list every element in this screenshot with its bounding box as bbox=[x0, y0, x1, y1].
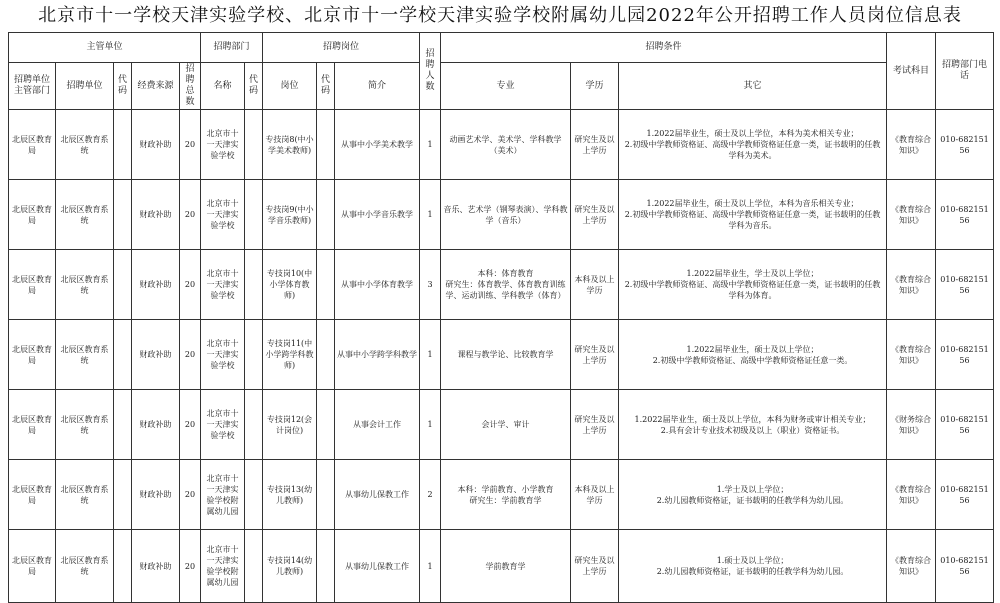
cell-authority: 北辰区教育局 bbox=[9, 180, 56, 250]
cell-other: 1.2022届毕业生，硕士及以上学位，本科为财务或审计相关专业； 2.具有会计专业技术初级及以上（职业）资格证书。 bbox=[619, 390, 887, 460]
header-major: 专业 bbox=[441, 63, 571, 110]
cell-dept-phone: 010-68215156 bbox=[936, 180, 994, 250]
cell-dept-name: 北京市十一天津实验学校 bbox=[201, 390, 245, 460]
cell-dept-phone: 010-68215156 bbox=[936, 250, 994, 320]
cell-hire-count: 1 bbox=[420, 110, 441, 180]
cell-recruit-unit: 北辰区教育系统 bbox=[56, 180, 114, 250]
cell-education: 研究生及以上学历 bbox=[571, 180, 619, 250]
cell-authority: 北辰区教育局 bbox=[9, 250, 56, 320]
cell-code-1 bbox=[114, 180, 132, 250]
cell-post: 专技岗8(中小学美术教师) bbox=[263, 110, 317, 180]
cell-total: 20 bbox=[180, 110, 201, 180]
table-row bbox=[9, 110, 994, 180]
header-dept-group: 招聘部门 bbox=[201, 33, 263, 63]
cell-total: 20 bbox=[180, 180, 201, 250]
cell-education: 研究生及以上学历 bbox=[571, 110, 619, 180]
cell-exam-subject: 《教育综合知识》 bbox=[887, 250, 936, 320]
cell-code-2 bbox=[245, 320, 263, 390]
cell-major: 课程与教学论、比较教育学 bbox=[441, 320, 571, 390]
cell-code-3 bbox=[317, 390, 335, 460]
cell-fund-source: 财政补助 bbox=[132, 110, 180, 180]
header-education: 学历 bbox=[571, 63, 619, 110]
cell-dept-phone: 010-68215156 bbox=[936, 460, 994, 530]
header-exam-subject: 考试科目 bbox=[887, 33, 936, 110]
cell-hire-count: 2 bbox=[420, 460, 441, 530]
cell-hire-count: 3 bbox=[420, 250, 441, 320]
cell-fund-source: 财政补助 bbox=[132, 530, 180, 603]
cell-intro: 从事中小学跨学科教学 bbox=[335, 320, 420, 390]
cell-other: 1.硕士及以上学位； 2.幼儿园教师资格证，证书载明的任教学科为幼儿园。 bbox=[619, 530, 887, 603]
cell-dept-name: 北京市十一天津实验学校附属幼儿园 bbox=[201, 460, 245, 530]
cell-authority: 北辰区教育局 bbox=[9, 460, 56, 530]
header-recruit-unit: 招聘单位 bbox=[56, 63, 114, 110]
table-row bbox=[9, 250, 994, 320]
cell-code-1 bbox=[114, 320, 132, 390]
cell-other: 1.2022届毕业生，硕士及以上学位，本科为美术相关专业； 2.初级中学教师资格证、高级中学教师资格证任意一类，证书载明的任教学科为美术。 bbox=[619, 110, 887, 180]
cell-other: 1.2022届毕业生，硕士及以上学位，本科为音乐相关专业； 2.初级中学教师资格证、高级中学教师资格证任意一类，证书载明的任教学科为音乐。 bbox=[619, 180, 887, 250]
cell-recruit-unit: 北辰区教育系统 bbox=[56, 320, 114, 390]
cell-post: 专技岗13(幼儿教师) bbox=[263, 460, 317, 530]
cell-total: 20 bbox=[180, 460, 201, 530]
cell-code-3 bbox=[317, 110, 335, 180]
cell-dept-phone: 010-68215156 bbox=[936, 530, 994, 603]
cell-authority: 北辰区教育局 bbox=[9, 320, 56, 390]
header-other: 其它 bbox=[619, 63, 887, 110]
cell-education: 本科及以上学历 bbox=[571, 460, 619, 530]
table-row bbox=[9, 180, 994, 250]
cell-major: 音乐、艺术学（钢琴表演）、学科教学（音乐） bbox=[441, 180, 571, 250]
header-hire-count: 招聘人数 bbox=[420, 33, 441, 110]
cell-dept-name: 北京市十一天津实验学校 bbox=[201, 180, 245, 250]
cell-major: 学前教育学 bbox=[441, 530, 571, 603]
cell-exam-subject: 《教育综合知识》 bbox=[887, 110, 936, 180]
cell-post: 专技岗9(中小学音乐教师) bbox=[263, 180, 317, 250]
cell-code-3 bbox=[317, 180, 335, 250]
table-row bbox=[9, 460, 994, 530]
cell-intro: 从事幼儿保教工作 bbox=[335, 460, 420, 530]
cell-authority: 北辰区教育局 bbox=[9, 390, 56, 460]
cell-code-3 bbox=[317, 320, 335, 390]
header-conditions-group: 招聘条件 bbox=[441, 33, 887, 63]
cell-code-3 bbox=[317, 250, 335, 320]
header-authority-group: 主管单位 bbox=[9, 33, 201, 63]
cell-exam-subject: 《财务综合知识》 bbox=[887, 390, 936, 460]
cell-exam-subject: 《教育综合知识》 bbox=[887, 180, 936, 250]
cell-fund-source: 财政补助 bbox=[132, 250, 180, 320]
cell-exam-subject: 《教育综合知识》 bbox=[887, 320, 936, 390]
cell-hire-count: 1 bbox=[420, 180, 441, 250]
cell-code-3 bbox=[317, 530, 335, 603]
cell-recruit-unit: 北辰区教育系统 bbox=[56, 250, 114, 320]
cell-total: 20 bbox=[180, 530, 201, 603]
cell-code-1 bbox=[114, 390, 132, 460]
cell-dept-phone: 010-68215156 bbox=[936, 320, 994, 390]
cell-code-2 bbox=[245, 180, 263, 250]
cell-code-2 bbox=[245, 110, 263, 180]
cell-other: 1.学士及以上学位； 2.幼儿园教师资格证，证书载明的任教学科为幼儿园。 bbox=[619, 460, 887, 530]
header-row-sub bbox=[9, 63, 994, 110]
cell-code-2 bbox=[245, 460, 263, 530]
header-dept-phone: 招聘部门电话 bbox=[936, 33, 994, 110]
table-row bbox=[9, 390, 994, 460]
cell-fund-source: 财政补助 bbox=[132, 180, 180, 250]
header-post-group: 招聘岗位 bbox=[263, 33, 420, 63]
cell-post: 专技岗12(会计岗位) bbox=[263, 390, 317, 460]
cell-major: 本科：学前教育、小学教育 研究生：学前教育学 bbox=[441, 460, 571, 530]
cell-major: 本科：体育教育 研究生：体育教学、体育教育训练学、运动训练、学科教学（体育） bbox=[441, 250, 571, 320]
cell-dept-phone: 010-68215156 bbox=[936, 110, 994, 180]
job-info-table bbox=[8, 32, 994, 603]
cell-recruit-unit: 北辰区教育系统 bbox=[56, 390, 114, 460]
cell-major: 动画艺术学、美术学、学科教学（美术） bbox=[441, 110, 571, 180]
cell-education: 本科及以上学历 bbox=[571, 250, 619, 320]
cell-major: 会计学、审计 bbox=[441, 390, 571, 460]
cell-intro: 从事幼儿保教工作 bbox=[335, 530, 420, 603]
cell-code-1 bbox=[114, 460, 132, 530]
cell-hire-count: 1 bbox=[420, 530, 441, 603]
header-row-group bbox=[9, 33, 994, 63]
cell-hire-count: 1 bbox=[420, 390, 441, 460]
cell-total: 20 bbox=[180, 320, 201, 390]
cell-education: 研究生及以上学历 bbox=[571, 530, 619, 603]
header-fund-source: 经费来源 bbox=[132, 63, 180, 110]
cell-authority: 北辰区教育局 bbox=[9, 530, 56, 603]
cell-intro: 从事中小学体育教学 bbox=[335, 250, 420, 320]
cell-recruit-unit: 北辰区教育系统 bbox=[56, 530, 114, 603]
cell-authority: 北辰区教育局 bbox=[9, 110, 56, 180]
cell-dept-name: 北京市十一天津实验学校附属幼儿园 bbox=[201, 530, 245, 603]
header-code-3: 代码 bbox=[317, 63, 335, 110]
cell-post: 专技岗14(幼儿教师) bbox=[263, 530, 317, 603]
cell-total: 20 bbox=[180, 390, 201, 460]
header-intro: 简介 bbox=[335, 63, 420, 110]
header-post: 岗位 bbox=[263, 63, 317, 110]
header-authority-dept: 招聘单位主管部门 bbox=[9, 63, 56, 110]
page-title: 北京市十一学校天津实验学校、北京市十一学校天津实验学校附属幼儿园2022年公开招聘工作人员岗位信息表 bbox=[38, 5, 962, 26]
cell-total: 20 bbox=[180, 250, 201, 320]
cell-exam-subject: 《教育综合知识》 bbox=[887, 530, 936, 603]
cell-recruit-unit: 北辰区教育系统 bbox=[56, 110, 114, 180]
cell-education: 研究生及以上学历 bbox=[571, 320, 619, 390]
cell-code-1 bbox=[114, 110, 132, 180]
cell-post: 专技岗10(中小学体育教师) bbox=[263, 250, 317, 320]
cell-fund-source: 财政补助 bbox=[132, 390, 180, 460]
cell-hire-count: 1 bbox=[420, 320, 441, 390]
cell-exam-subject: 《教育综合知识》 bbox=[887, 460, 936, 530]
cell-other: 1.2022届毕业生，学士及以上学位； 2.初级中学教师资格证、高级中学教师资格证任意一类，证书载明的任教学科为体育。 bbox=[619, 250, 887, 320]
cell-intro: 从事中小学音乐教学 bbox=[335, 180, 420, 250]
cell-other: 1.2022届毕业生，硕士及以上学位； 2.初级中学教师资格证、高级中学教师资格证任意一类。 bbox=[619, 320, 887, 390]
cell-code-1 bbox=[114, 530, 132, 603]
table-row bbox=[9, 530, 994, 603]
header-dept-name: 名称 bbox=[201, 63, 245, 110]
cell-dept-name: 北京市十一天津实验学校 bbox=[201, 320, 245, 390]
cell-recruit-unit: 北辰区教育系统 bbox=[56, 460, 114, 530]
cell-education: 研究生及以上学历 bbox=[571, 390, 619, 460]
table-row bbox=[9, 320, 994, 390]
cell-fund-source: 财政补助 bbox=[132, 460, 180, 530]
cell-post: 专技岗11(中小学跨学科教师) bbox=[263, 320, 317, 390]
cell-dept-phone: 010-68215156 bbox=[936, 390, 994, 460]
cell-fund-source: 财政补助 bbox=[132, 320, 180, 390]
cell-dept-name: 北京市十一天津实验学校 bbox=[201, 250, 245, 320]
header-code-1: 代码 bbox=[114, 63, 132, 110]
header-code-2: 代码 bbox=[245, 63, 263, 110]
cell-code-2 bbox=[245, 530, 263, 603]
cell-code-1 bbox=[114, 250, 132, 320]
header-total: 招聘总数 bbox=[180, 63, 201, 110]
cell-code-2 bbox=[245, 250, 263, 320]
cell-code-3 bbox=[317, 460, 335, 530]
cell-code-2 bbox=[245, 390, 263, 460]
cell-intro: 从事中小学美术教学 bbox=[335, 110, 420, 180]
cell-dept-name: 北京市十一天津实验学校 bbox=[201, 110, 245, 180]
cell-intro: 从事会计工作 bbox=[335, 390, 420, 460]
